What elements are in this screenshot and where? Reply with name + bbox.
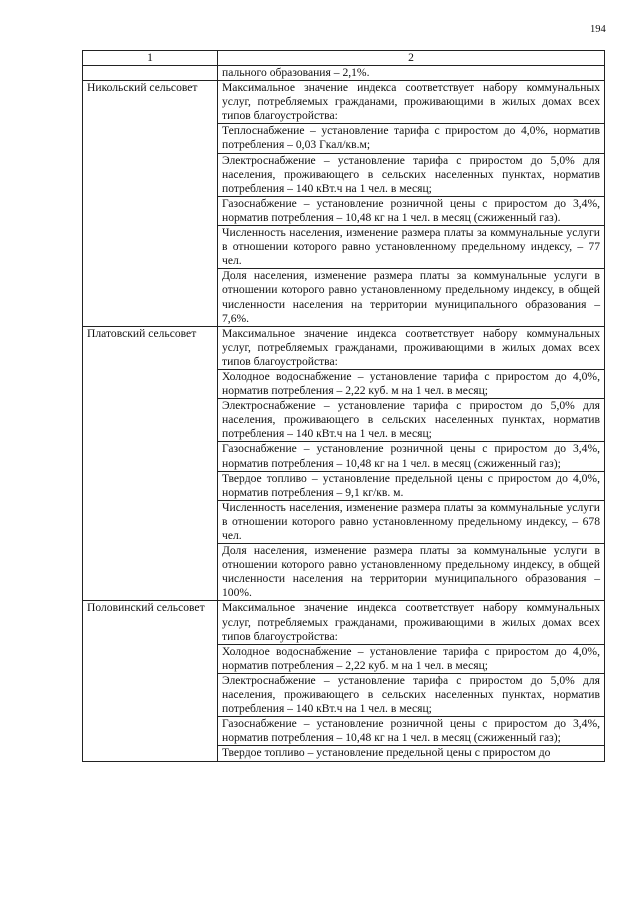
content-paragraph: Газоснабжение – установление розничной цены с приростом до 3,4%, норматив потребления – 10,48 кг на 1 чел. в месяц (сжиженный газ). [218, 196, 604, 225]
content-paragraph: Доля населения, изменение размера платы за коммунальные услуги в отношении которого равно установленному предельному индексу, в общей численности населения на территории муниципального образования – 100%. [218, 543, 604, 600]
column-header-1: 1 [83, 51, 218, 66]
content-paragraph: Холодное водоснабжение – установление тарифа с приростом до 4,0%, норматив потребления – 2,22 куб. м на 1 чел. в месяц; [218, 369, 604, 398]
row-content-cell [218, 601, 605, 761]
content-paragraph: Электроснабжение – установление тарифа с приростом до 5,0% для населения, проживающего в сельских населенных пунктах, норматив потребления – 140 кВт.ч на 1 чел. в месяц; [218, 153, 604, 196]
content-paragraph: Максимальное значение индекса соответствует набору коммунальных услуг, потребляемых гражданами, проживающими в жилых домах всех типов благоустройства: [222, 326, 600, 368]
row-content-cell [218, 81, 605, 327]
content-paragraph: Электроснабжение – установление тарифа с приростом до 5,0% для населения, проживающего в сельских населенных пунктах, норматив потребления – 140 кВт.ч на 1 чел. в месяц; [218, 398, 604, 441]
content-paragraph: пального образования – 2,1%. [222, 66, 370, 79]
row-content-cell [218, 326, 605, 601]
table-row [83, 81, 605, 327]
row-name-cell: Половинский сельсовет [83, 601, 218, 761]
content-paragraph: Численность населения, изменение размера платы за коммунальные услуги в отношении которого равно установленному предельному индексу, – 678 чел. [218, 500, 604, 543]
content-paragraph: Холодное водоснабжение – установление тарифа с приростом до 4,0%, норматив потребления – 2,22 куб. м на 1 чел. в месяц; [218, 644, 604, 673]
content-paragraph: Доля населения, изменение размера платы за коммунальные услуги в отношении которого равно установленному предельному индексу, в общей численности населения на территории муниципального образования – 7,6%. [218, 268, 604, 325]
content-paragraph: Твердое топливо – установление предельной цены с приростом до 4,0%, норматив потребления – 9,1 кг/кв. м. [218, 471, 604, 500]
content-paragraph: Максимальное значение индекса соответствует набору коммунальных услуг, потребляемых гражданами, проживающими в жилых домах всех типов благоустройства: [222, 81, 600, 123]
table-header-row [83, 51, 605, 66]
table-row [83, 66, 605, 81]
content-paragraph: Электроснабжение – установление тарифа с приростом до 5,0% для населения, проживающего в сельских населенных пунктах, норматив потребления – 140 кВт.ч на 1 чел. в месяц; [218, 673, 604, 716]
content-paragraph: Газоснабжение – установление розничной цены с приростом до 3,4%, норматив потребления – 10,48 кг на 1 чел. в месяц (сжиженный газ); [218, 441, 604, 470]
document-table [82, 50, 605, 762]
page-number: 194 [590, 24, 606, 35]
table-row [83, 601, 605, 761]
content-paragraph: Численность населения, изменение размера платы за коммунальные услуги в отношении которого равно установленному предельному индексу, – 77 чел. [218, 225, 604, 268]
row-name-cell [83, 66, 218, 81]
content-paragraph: Теплоснабжение – установление тарифа с приростом до 4,0%, норматив потребления – 0,03 Гкал/кв.м; [218, 123, 604, 152]
table-row [83, 326, 605, 601]
column-header-2: 2 [218, 51, 605, 66]
row-name-cell: Платовский сельсовет [83, 326, 218, 601]
content-paragraph: Газоснабжение – установление розничной цены с приростом до 3,4%, норматив потребления – 10,48 кг на 1 чел. в месяц (сжиженный газ); [218, 716, 604, 745]
content-paragraph: Максимальное значение индекса соответствует набору коммунальных услуг, потребляемых гражданами, проживающими в жилых домах всех типов благоустройства: [222, 601, 600, 643]
content-paragraph: Твердое топливо – установление предельной цены с приростом до [218, 745, 604, 760]
row-name-cell: Никольский сельсовет [83, 81, 218, 327]
row-content-cell [218, 66, 605, 81]
